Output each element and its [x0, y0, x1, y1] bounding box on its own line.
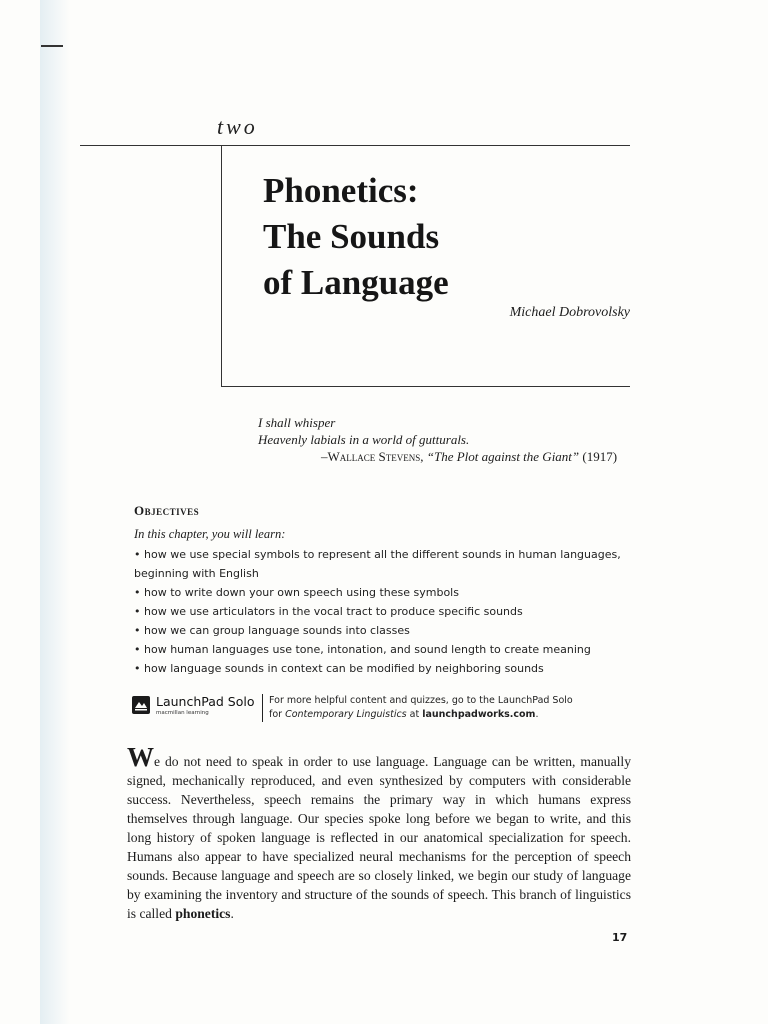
chapter-title: [263, 168, 449, 306]
launchpad-brand: LaunchPad Solo: [156, 694, 255, 709]
objective-text: how we use special symbols to represent all the different sounds in human languages,: [144, 548, 621, 561]
chapter-title-line: Phonetics:: [263, 171, 419, 210]
objective-text: how to write down your own speech using these symbols: [144, 586, 459, 599]
corner-mark: [41, 45, 63, 47]
objective-text-cont: beginning with English: [134, 567, 259, 580]
body-term: phonetics: [175, 906, 231, 921]
chapter-title-line: of Language: [263, 263, 449, 302]
epigraph: [258, 414, 617, 465]
launchpad-callout: [132, 694, 602, 724]
objective-item: [134, 621, 634, 640]
launchpad-book-title: Contemporary Linguistics: [285, 709, 407, 720]
title-rule-bottom: [221, 386, 630, 387]
page-edge-shadow: [40, 0, 70, 1024]
title-rule-top: [80, 145, 630, 146]
body-text-before: e do not need to speak in order to use language. Language can be written, manually signed, mechanically reproduced, and even synthesized by computers with considerable success. Nevertheless, speech remains the primary way in which humans express themselves through language. Our species spoke long before we began to write, and this long history of spoken language is reflected in our anatomical specialization for speech. Humans also appear to have specialized neural mechanisms for the perception of speech sounds. Because language and speech are so closely linked, we begin our study of language by examining the inventory and structure of the sounds of speech. This branch of linguistics is called: [127, 754, 631, 921]
page-number: 17: [612, 931, 628, 944]
epigraph-line: I shall whisper: [258, 415, 336, 430]
epigraph-poet: Wallace Stevens: [327, 449, 421, 464]
epigraph-comma: ,: [420, 449, 427, 464]
chapter-number: two: [217, 114, 258, 139]
launchpad-text-mid: at: [406, 709, 423, 720]
objective-item: [134, 545, 634, 583]
objective-text: how human languages use tone, intonation, and sound length to create meaning: [144, 643, 591, 656]
epigraph-year: (1917): [579, 449, 618, 464]
objectives-intro: In this chapter, you will learn:: [134, 527, 286, 541]
objective-text: how we use articulators in the vocal tract to produce specific sounds: [144, 605, 523, 618]
epigraph-attribution: [321, 448, 617, 465]
chapter-title-line: The Sounds: [263, 217, 440, 256]
epigraph-line: Heavenly labials in a world of gutturals.: [258, 432, 470, 447]
epigraph-work: “The Plot against the Giant”: [426, 449, 580, 464]
objective-text: how language sounds in context can be modified by neighboring sounds: [144, 662, 544, 675]
objective-item: [134, 640, 634, 659]
dropcap: W: [127, 742, 154, 772]
launchpad-divider: [262, 694, 263, 722]
launchpad-logo-icon: [132, 696, 150, 714]
launchpad-text-end: .: [535, 709, 539, 720]
launchpad-text: [269, 694, 609, 722]
objectives-heading: Objectives: [134, 503, 200, 518]
objective-text: how we can group language sounds into classes: [144, 624, 410, 637]
title-rule-left: [221, 145, 222, 387]
body-paragraph: [127, 742, 631, 923]
epigraph-dash: –: [321, 449, 328, 464]
launchpad-text-line2: [269, 708, 609, 722]
launchpad-subbrand: macmillan learning: [156, 710, 209, 716]
objective-item: [134, 659, 634, 678]
chapter-author: Michael Dobrovolsky: [509, 305, 630, 320]
launchpad-text-line1: For more helpful content and quizzes, go to the LaunchPad Solo: [269, 695, 573, 706]
launchpad-url: launchpadworks.com: [422, 709, 536, 720]
objective-item: [134, 583, 634, 602]
objectives-list: [134, 545, 634, 678]
launchpad-text-pre: for: [269, 709, 286, 720]
body-text-after: .: [230, 906, 234, 921]
objective-item: [134, 602, 634, 621]
